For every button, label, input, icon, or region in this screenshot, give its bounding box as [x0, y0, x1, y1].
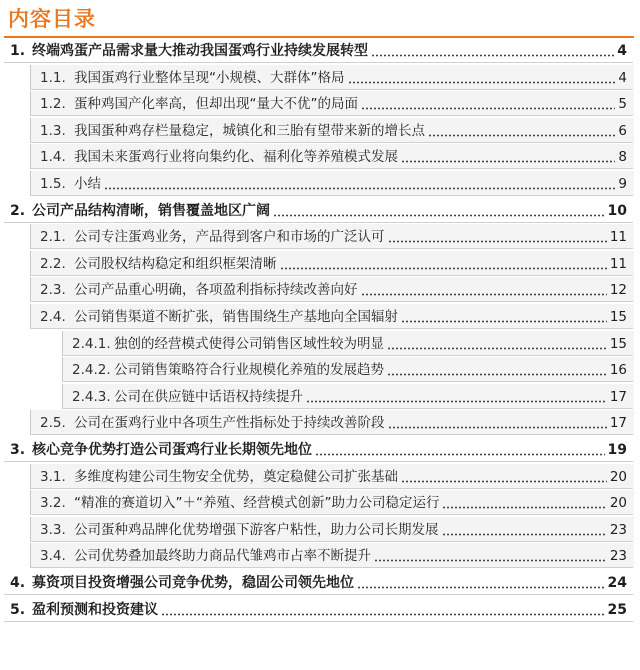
dot-leader [306, 400, 607, 403]
toc-entry-level2[interactable] [40, 148, 627, 166]
toc-entry-page-number: 19 [607, 442, 627, 458]
row-separator [30, 541, 633, 542]
toc-entry-level2[interactable] [40, 547, 627, 565]
toc-entry-number: 4. [10, 575, 26, 591]
row-separator [4, 461, 633, 462]
toc-entry-title: 公司销售渠道不断扩张，销售围绕生产基地向全国辐射 [74, 309, 398, 325]
dot-leader [104, 187, 615, 190]
toc-entry-title: 终端鸡蛋产品需求量大推动我国蛋鸡行业持续发展转型 [32, 43, 368, 59]
toc-entry-title: 公司销售策略符合行业规模化养殖的发展趋势 [114, 362, 384, 379]
row-separator [4, 222, 633, 223]
toc-entry-page-number: 11 [609, 255, 627, 272]
toc-entry-title: 多维度构建公司生物安全优势，奠定稳健公司扩张基础 [74, 468, 398, 485]
row-separator [30, 434, 633, 435]
row-separator [30, 301, 633, 302]
toc-entry-title: 蛋种鸡国产化率高，但却出现“量大不优”的局面 [74, 96, 358, 113]
toc-entry-title: “精准的赛道切入”＋“养殖、经营模式创新”助力公司稳定运行 [74, 495, 440, 512]
toc-entry-page-number: 23 [609, 521, 627, 538]
toc-entry-level2[interactable] [40, 175, 627, 193]
toc-entry-number: 3. [10, 442, 26, 458]
row-separator [4, 621, 633, 622]
row-separator [4, 594, 633, 595]
dot-leader [371, 54, 614, 57]
row-separator [4, 62, 633, 63]
toc-entry-level2[interactable] [40, 255, 627, 273]
toc-entry-level2[interactable] [40, 95, 627, 113]
toc-entry-title: 公司蛋种鸡品牌化优势增强下游客户粘性，助力公司长期发展 [74, 521, 439, 538]
dot-leader [442, 506, 606, 509]
dot-leader [401, 480, 607, 483]
toc-entry-level1[interactable] [10, 42, 627, 60]
row-separator [30, 488, 633, 489]
toc-entry-page-number: 23 [609, 548, 627, 565]
toc-entry-title: 我国蛋鸡行业整体呈现“小规模、大群体”格局 [74, 69, 345, 86]
toc-entry-page-number: 20 [609, 468, 627, 485]
row-separator [30, 195, 633, 196]
row-separator [30, 514, 633, 515]
toc-title: 内容目录 [8, 7, 96, 31]
toc-entry-page-number: 25 [607, 601, 627, 618]
dot-leader [442, 533, 607, 536]
dot-leader [388, 426, 607, 429]
toc-entry-number: 3.3. [40, 521, 66, 538]
row-separator [30, 328, 633, 329]
toc-entry-level3[interactable] [72, 361, 627, 379]
dot-leader [161, 613, 605, 616]
toc-entry-level2[interactable] [40, 308, 627, 326]
toc-entry-title: 募资项目投资增强公司竞争优势，稳固公司领先地位 [32, 575, 354, 591]
toc-entry-page-number: 6 [618, 122, 627, 139]
toc-entry-level2[interactable] [40, 69, 627, 87]
dot-leader [428, 134, 615, 137]
toc-entry-number: 3.2. [40, 495, 66, 512]
toc-entry-number: 2.3. [40, 282, 66, 299]
row-separator [30, 567, 633, 568]
toc-entry-title: 公司在供应链中话语权持续提升 [114, 388, 303, 405]
toc-entry-page-number: 9 [618, 176, 627, 192]
toc-entry-level3[interactable] [72, 388, 627, 406]
dot-leader [357, 586, 605, 589]
toc-entry-page-number: 4 [618, 69, 627, 86]
toc-entry-page-number: 5 [618, 96, 627, 113]
toc-entry-number: 2.4.2. [72, 362, 111, 379]
row-separator [30, 115, 633, 116]
title-divider [4, 36, 634, 38]
toc-entry-page-number: 15 [609, 335, 627, 352]
toc-entry-level1[interactable] [10, 441, 627, 459]
toc-entry-page-number: 15 [609, 309, 627, 325]
toc-entry-level1[interactable] [10, 574, 627, 592]
toc-entry-level1[interactable] [10, 601, 627, 619]
toc-entry-number: 2.1. [40, 229, 66, 246]
toc-entry-page-number: 4 [617, 43, 627, 59]
toc-entry-page-number: 8 [618, 149, 627, 166]
toc-entry-number: 2. [10, 202, 26, 219]
toc-entry-level3[interactable] [72, 335, 627, 353]
row-separator [62, 355, 633, 356]
toc-entry-title: 小结 [74, 176, 101, 192]
toc-entry-title: 公司专注蛋鸡业务，产品得到客户和市场的广泛认可 [74, 229, 385, 246]
dot-leader [401, 160, 615, 163]
toc-entry-title: 公司产品重心明确，各项盈利指标持续改善向好 [74, 282, 358, 299]
toc-entry-page-number: 16 [609, 362, 627, 379]
toc-entry-page-number: 17 [609, 415, 627, 432]
toc-entry-number: 2.4.3. [72, 388, 111, 405]
row-separator [30, 168, 633, 169]
toc-entry-number: 2.4.1. [72, 335, 111, 352]
toc-entry-level2[interactable] [40, 521, 627, 539]
dot-leader [388, 240, 607, 243]
toc-entry-title: 我国蛋种鸡存栏量稳定，城镇化和三胎有望带来新的增长点 [74, 122, 425, 139]
dot-leader [401, 320, 607, 323]
toc-entry-page-number: 12 [609, 282, 627, 299]
toc-entry-level2[interactable] [40, 414, 627, 432]
toc-entry-page-number: 20 [609, 495, 627, 512]
toc-entry-title: 公司股权结构稳定和组织框架清晰 [74, 255, 277, 272]
dot-leader [361, 293, 607, 296]
dot-leader [361, 107, 615, 110]
toc-entry-page-number: 24 [607, 575, 627, 591]
toc-entry-page-number: 10 [607, 202, 627, 219]
dot-leader [273, 214, 605, 217]
row-separator [62, 381, 633, 382]
toc-entry-level2[interactable] [40, 122, 627, 140]
toc-entry-title: 公司产品结构清晰，销售覆盖地区广阔 [32, 202, 270, 219]
toc-entry-number: 1.5. [40, 176, 66, 192]
row-separator [30, 142, 633, 143]
toc-entry-level1[interactable] [10, 202, 627, 220]
row-separator [62, 408, 633, 409]
toc-entry-number: 5. [10, 601, 26, 618]
dot-leader [280, 267, 607, 270]
toc-entry-number: 2.4. [40, 309, 66, 325]
toc-entry-title: 独创的经营模式使得公司销售区域性较为明显 [114, 335, 384, 352]
toc-entry-number: 3.1. [40, 468, 66, 485]
toc-entry-number: 2.2. [40, 255, 66, 272]
toc-entry-level2[interactable] [40, 281, 627, 299]
toc-entry-title: 盈利预测和投资建议 [32, 601, 158, 618]
toc-entry-level2[interactable] [40, 468, 627, 486]
dot-leader [315, 453, 605, 456]
toc-entry-title: 公司优势叠加最终助力商品代雏鸡市占率不断提升 [74, 548, 371, 565]
toc-entry-title: 核心竞争优势打造公司蛋鸡行业长期领先地位 [32, 442, 312, 458]
row-separator [30, 89, 633, 90]
toc-entry-number: 1.1. [40, 69, 66, 86]
toc-entry-level2[interactable] [40, 228, 627, 246]
toc-entry-level2[interactable] [40, 494, 627, 512]
toc-entry-number: 1.2. [40, 96, 66, 113]
toc-entry-number: 1.4. [40, 149, 66, 166]
toc-entry-number: 1. [10, 43, 26, 59]
dot-leader [348, 81, 616, 84]
dot-leader [387, 373, 607, 376]
toc-entry-number: 1.3. [40, 122, 66, 139]
toc-entry-number: 3.4. [40, 548, 66, 565]
dot-leader [374, 559, 607, 562]
toc-entry-number: 2.5. [40, 415, 66, 432]
row-separator [30, 248, 633, 249]
toc-entry-title: 我国未来蛋鸡行业将向集约化、福利化等养殖模式发展 [74, 149, 398, 166]
row-separator [30, 275, 633, 276]
toc-entry-title: 公司在蛋鸡行业中各项生产性指标处于持续改善阶段 [74, 415, 385, 432]
toc-entry-page-number: 17 [609, 388, 627, 405]
dot-leader [387, 347, 607, 350]
toc-entry-page-number: 11 [609, 229, 627, 246]
